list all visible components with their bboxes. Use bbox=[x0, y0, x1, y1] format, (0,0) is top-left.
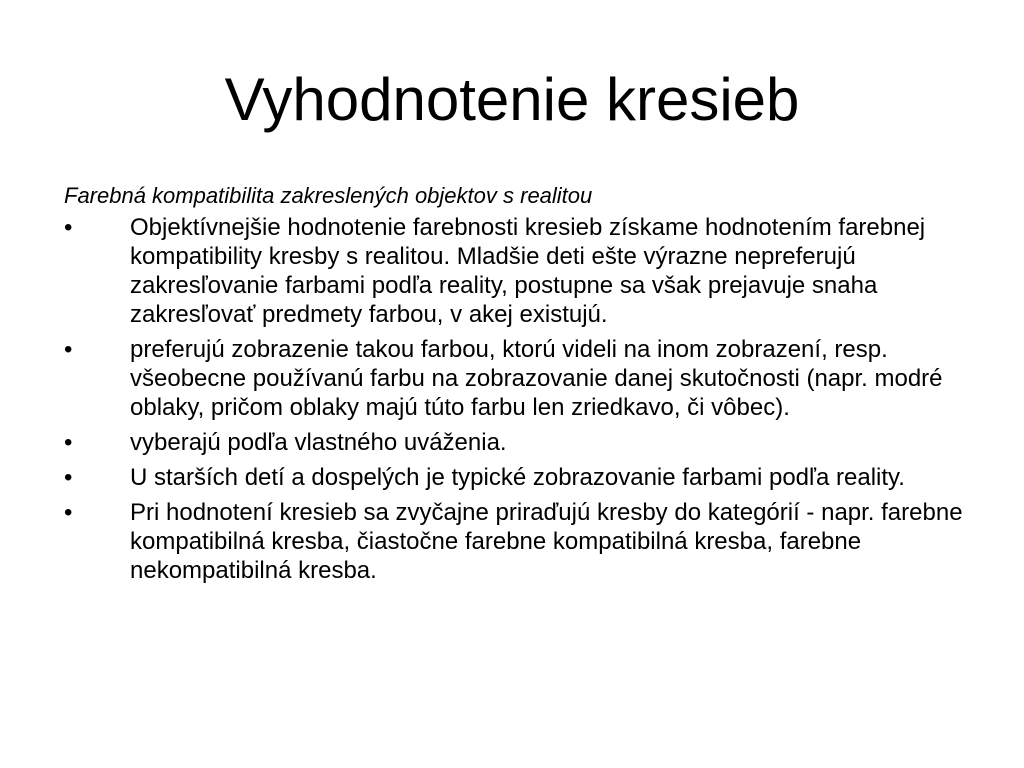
slide-title: Vyhodnotenie kresieb bbox=[224, 66, 800, 133]
bullet-item bbox=[64, 335, 974, 422]
bullet-item bbox=[64, 498, 974, 585]
bullet-list bbox=[64, 213, 974, 585]
bullet-item bbox=[64, 428, 974, 457]
bullet-text: U starších detí a dospelých je typické zobrazovanie farbami podľa reality. bbox=[130, 464, 905, 491]
bullet-marker: • bbox=[64, 429, 73, 456]
bullet-item bbox=[64, 213, 974, 329]
bullet-text: preferujú zobrazenie takou farbou, ktorú videli na inom zobrazení, resp. všeobecne používanú farbu na zobrazovanie danej skutočnosti (napr. modré oblaky, pričom oblaky majú túto farbu len zriedkavo, či vôbec). bbox=[130, 336, 943, 421]
bullet-marker: • bbox=[64, 336, 73, 363]
bullet-marker: • bbox=[64, 499, 73, 526]
bullet-text: vyberajú podľa vlastného uváženia. bbox=[130, 429, 507, 456]
bullet-text: Objektívnejšie hodnotenie farebnosti kresieb získame hodnotením farebnej kompatibility kresby s realitou. Mladšie deti ešte výrazne nepreferujú zakresľovanie farbami podľa reality, postupne sa však prejavuje snaha zakresľovať predmety farbou, v akej existujú. bbox=[130, 214, 926, 328]
slide-subtitle: Farebná kompatibilita zakreslených objektov s realitou bbox=[64, 183, 593, 208]
bullet-text: Pri hodnotení kresieb sa zvyčajne priraďujú kresby do kategórií - napr. farebne kompatibilná kresba, čiastočne farebne kompatibilná kresba, farebne nekompatibilná kresba. bbox=[130, 499, 963, 584]
bullet-marker: • bbox=[64, 214, 73, 241]
slide-body bbox=[64, 181, 974, 591]
bullet-marker: • bbox=[64, 464, 73, 491]
bullet-item bbox=[64, 463, 974, 492]
